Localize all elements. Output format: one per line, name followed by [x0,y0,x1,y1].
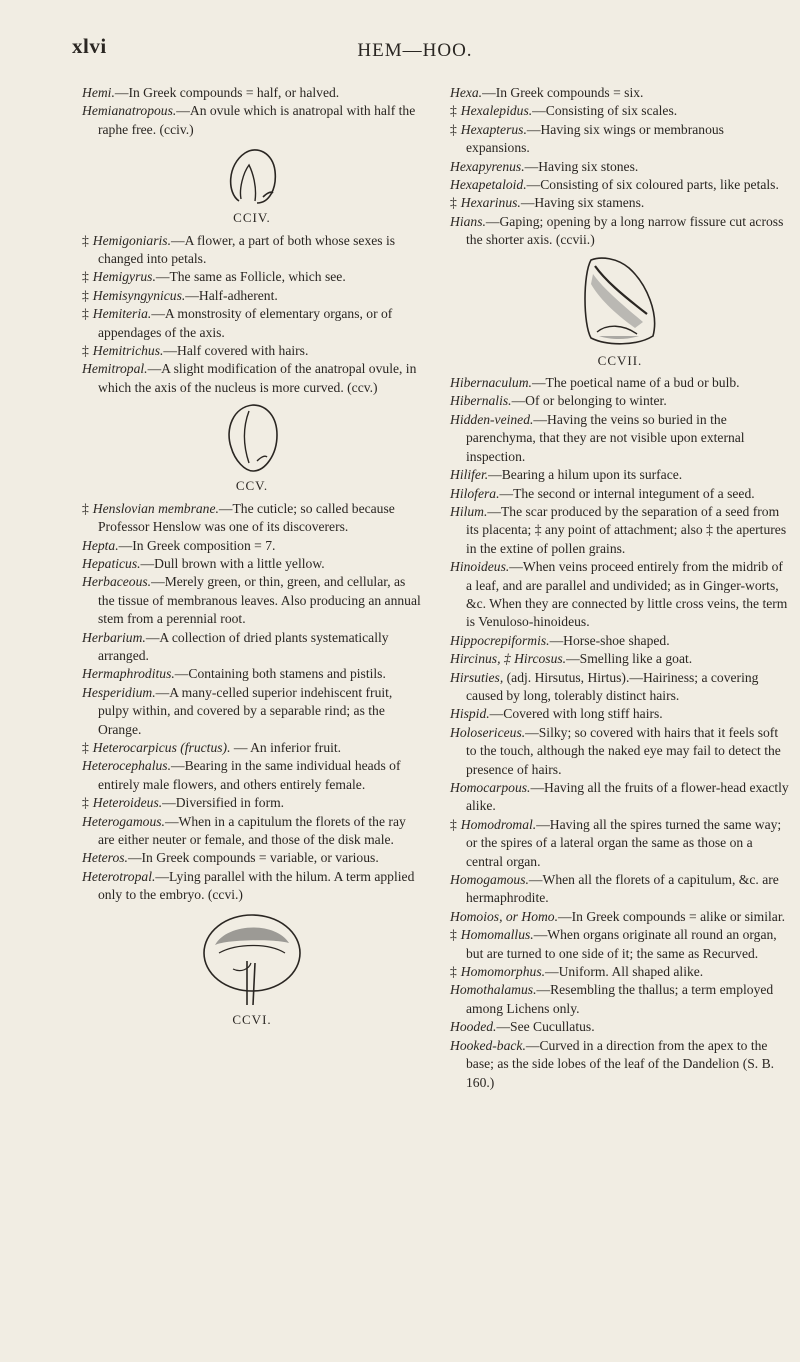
entry-definition: —When organs originate all round an organ, but are turned to one side of it; the same as Recurved. [466,927,777,961]
entry-term: Hemiteria. [92,306,152,322]
entry-definition: (adj. Hirsutus, Hirtus).—Hairiness; a covering caused by long, tolerably distinct hairs. [466,669,759,703]
glossary-entry [450,650,790,668]
entry-term: Hexalepidus. [460,103,533,119]
entry-term: Hexapyrenus. [450,158,525,174]
figure [82,909,422,1029]
glossary-entry [450,374,790,392]
glossary-entry [82,794,422,812]
entry-term: Heterocarpicus (fructus). [92,739,231,755]
glossary-entry [450,158,790,176]
entry-definition: —Of or belonging to winter. [511,393,667,409]
entry-term: Hesperidium. [82,684,156,700]
entry-term: Hexa. [450,85,483,100]
glossary-entry [82,500,422,537]
entry-definition: —Uniform. All shaped alike. [545,964,704,980]
glossary-entry [450,558,790,632]
dagger-mark: ‡ [82,232,89,248]
glossary-entry [450,411,790,466]
dagger-mark: ‡ [82,269,89,285]
entry-definition: —In Greek compounds = six. [482,85,644,100]
entry-term: Hexarinus. [460,195,521,211]
glossary-entry [450,176,790,194]
entry-definition: —Curved in a direction from the apex to the base; as the side lobes of the leaf of the Dandelion (S. B. 160.) [466,1037,775,1090]
entry-definition: —In Greek compounds = half, or halved. [114,85,340,100]
entry-definition: —Gaping; opening by a long narrow fissure cut across the shorter axis. (ccvii.) [466,213,784,248]
glossary-entry [450,963,790,981]
glossary-entry [450,779,790,816]
entry-term: Heterotropal. [82,868,156,884]
entry-term: Hibernaculum. [450,375,532,391]
dagger-mark: ‡ [450,927,457,943]
glossary-entry [450,724,790,779]
glossary-entry [450,102,790,120]
entry-term: Holosericeus. [450,724,526,740]
glossary-entry [82,684,422,739]
entry-term: Hidden-veined. [450,411,534,427]
entry-term: Hilum. [450,503,488,519]
dagger-mark: ‡ [82,287,89,303]
glossary-entry [82,555,422,573]
entry-definition: —In Greek compounds = alike or similar. [558,908,786,924]
glossary-entry [450,908,790,926]
dagger-mark: ‡ [82,500,89,516]
page-number: xlvi [72,34,107,58]
entry-definition: —In Greek compounds = variable, or various. [127,850,379,866]
glossary-entry [82,573,422,628]
entry-definition: —An ovule which is anatropal with half the raphe free. (cciv.) [98,103,416,137]
entry-term: Homoios, or Homo. [450,908,558,924]
entry-definition: —Merely green, or thin, green, and cellular, as the tissue of membranous leaves. Also producing an annual stem from a perennial root. [98,574,421,627]
figure-caption: CCVII. [597,352,643,368]
figure-caption: CCV. [235,478,269,494]
left-column [82,84,422,1033]
figure-illustration [82,909,422,1009]
figure [82,143,422,227]
entry-term: Hibernalis. [450,393,512,409]
glossary-entry [450,871,790,908]
entry-definition: —Dull brown with a little yellow. [140,555,325,571]
entry-definition: —Having six stones. [524,158,639,174]
glossary-entry [82,629,422,666]
entry-definition: —A monstrosity of elementary organs, or of appendages of the axis. [98,306,393,340]
glossary-entry [450,1037,790,1092]
entry-definition: —Resembling the thallus; a term employed among Lichens only. [466,982,774,1016]
glossary-entry [82,268,422,286]
entry-definition: —Having six wings or membranous expansions. [466,121,724,156]
entry-definition: —The cuticle; so called because Professor Henslow was one of its discoverers. [98,500,395,535]
glossary-entry [450,485,790,503]
entry-definition: —Diversified in form. [162,795,285,811]
glossary-entry [450,392,790,410]
glossary-entry [82,665,422,683]
glossary-entry [82,102,422,139]
entry-term: Hemianatropous. [82,103,177,119]
entry-definition: —The second or internal integument of a seed. [499,485,755,501]
entry-term: Hemitrichus. [92,343,164,359]
entry-term: Heterocephalus. [82,758,171,774]
entry-definition: —When in a capitulum the florets of the ray are either neuter or female, and those of the disk male. [98,813,406,847]
glossary-entry [82,813,422,850]
glossary-entry [450,466,790,484]
entry-definition: —The scar produced by the separation of a seed from its placenta; ‡ any point of attachment; also ‡ the apertures in the extine of pollen grains. [466,503,787,556]
glossary-entry [82,849,422,867]
entry-definition: —Having six stamens. [520,195,645,211]
entry-definition: —Smelling like a goat. [566,651,693,667]
entry-term: Homomallus. [460,927,534,943]
entry-term: Hemigyrus. [92,269,156,285]
glossary-entry [82,232,422,269]
entry-definition: —When veins proceed entirely from the midrib of a leaf, and are parallel and undivided; as in Ginger-worts, &c. When they are connected by little cross veins, the term is Venuloso-hinoideus. [466,559,788,630]
entry-term: Hircinus, ‡ Hircosus. [450,651,567,667]
glossary-entry [82,757,422,794]
glossary-entry [82,84,422,102]
entry-term: Herbarium. [82,629,146,645]
entry-term: Hirsuties, [450,669,504,685]
dagger-mark: ‡ [82,306,89,322]
glossary-entry [82,287,422,305]
glossary-entry [450,981,790,1018]
entry-definition: —Silky; so covered with hairs that it feels soft to the touch, although the naked eye may fail to detect the presence of hairs. [466,724,781,777]
entry-definition: —Having all the fruits of a flower-head exactly alike. [466,780,789,814]
entry-term: Homocarpous. [450,780,531,795]
dagger-mark: ‡ [450,964,457,980]
entry-term: Hilofera. [450,485,500,501]
entry-term: Hexapterus. [460,121,527,137]
entry-definition: —Consisting of six scales. [532,103,678,119]
figure-illustration [82,401,422,475]
entry-term: Hepta. [82,537,119,553]
entry-definition: —Having all the spires turned the same way; or the spires of a lateral organ the same as those on a central organ. [466,816,782,869]
glossary-entry [82,360,422,397]
entry-term: Hermaphroditus. [82,666,175,682]
entry-term: Hexapetaloid. [450,177,527,193]
entry-definition: —Having the veins so buried in the parenchyma, that they are not visible upon external inspection. [466,411,745,464]
glossary-entry [82,868,422,905]
entry-term: Hians. [450,213,486,229]
entry-term: Heteroideus. [92,795,163,811]
glossary-entry [450,84,790,102]
entry-term: Hemitropal. [82,361,148,377]
glossary-entry [450,669,790,706]
entry-definition: —Half-adherent. [185,287,278,303]
entry-term: Hippocrepiformis. [450,632,550,648]
glossary-entry [450,632,790,650]
entry-definition: —Bearing a hilum upon its surface. [488,467,683,483]
figure-illustration [82,143,422,207]
entry-definition: —Bearing in the same individual heads of entirely male flowers, and others entirely female. [98,758,401,792]
entry-definition: —When all the florets of a capitulum, &c. are hermaphrodite. [466,872,779,906]
entry-definition: —Consisting of six coloured parts, like petals. [526,177,779,193]
entry-definition: —A collection of dried plants systematically arranged. [98,629,389,663]
entry-definition: —Half covered with hairs. [163,343,309,359]
glossary-entry [450,194,790,212]
entry-term: Heteros. [82,850,128,866]
glossary-entry [450,705,790,723]
entry-definition: —Horse-shoe shaped. [549,632,670,648]
entry-term: Herbaceous. [82,574,152,590]
right-column [450,84,790,1092]
entry-term: Hispid. [450,706,490,722]
dagger-mark: ‡ [450,816,457,832]
entry-term: Hemigoniaris. [92,232,171,248]
figure [450,254,790,370]
entry-term: Hemisyngynicus. [92,287,186,303]
dagger-mark: ‡ [82,795,89,811]
entry-term: Hooked-back. [450,1037,526,1053]
entry-term: Hinoideus. [450,559,510,575]
figure-illustration [450,254,790,350]
entry-definition: —Covered with long stiff hairs. [489,706,663,722]
glossary-entry [450,213,790,250]
glossary-entry [450,503,790,558]
entry-definition: —A slight modification of the anatropal ovule, in which the axis of the nucleus is more curved. (ccv.) [98,361,417,395]
dagger-mark: ‡ [450,195,457,211]
glossary-entry [82,305,422,342]
glossary-entry [450,121,790,158]
figure-caption: CCVI. [232,1011,272,1027]
entry-term: Homomorphus. [460,964,546,980]
entry-definition: —See Cucullatus. [496,1019,595,1035]
figure-caption: CCIV. [233,210,271,226]
entry-term: Hepaticus. [82,555,141,571]
glossary-entry [450,1018,790,1036]
glossary-entry [450,926,790,963]
entry-definition: —The poetical name of a bud or bulb. [531,375,740,391]
entry-definition: —A flower, a part of both whose sexes is changed into petals. [98,232,396,267]
entry-definition: —The same as Follicle, which see. [155,269,346,285]
dagger-mark: ‡ [82,343,89,359]
entry-definition: —Containing both stamens and pistils. [174,666,386,682]
dagger-mark: ‡ [450,121,457,137]
running-head: HEM—HOO. [357,40,473,61]
entry-term: Homodromal. [460,816,537,832]
glossary-entry [82,537,422,555]
entry-term: Homogamous. [450,872,529,888]
entry-term: Henslovian membrane. [92,500,219,516]
dagger-mark: ‡ [82,739,89,755]
entry-definition: — An inferior fruit. [230,739,342,755]
entry-term: Hemi. [82,85,115,100]
entry-term: Hooded. [450,1019,497,1035]
dagger-mark: ‡ [450,103,457,119]
entry-term: Homothalamus. [450,982,537,998]
entry-definition: —A many-celled superior indehiscent fruit, pulpy within, and covered by a separable rind; as the Orange. [98,684,393,737]
entry-definition: —In Greek composition = 7. [118,537,276,553]
glossary-entry [82,739,422,757]
entry-definition: —Lying parallel with the hilum. A term applied only to the embryo. (ccvi.) [98,868,415,903]
entry-term: Hilifer. [450,467,489,483]
entry-term: Heterogamous. [82,813,165,829]
glossary-entry [82,342,422,360]
figure [82,401,422,495]
glossary-entry [450,816,790,871]
